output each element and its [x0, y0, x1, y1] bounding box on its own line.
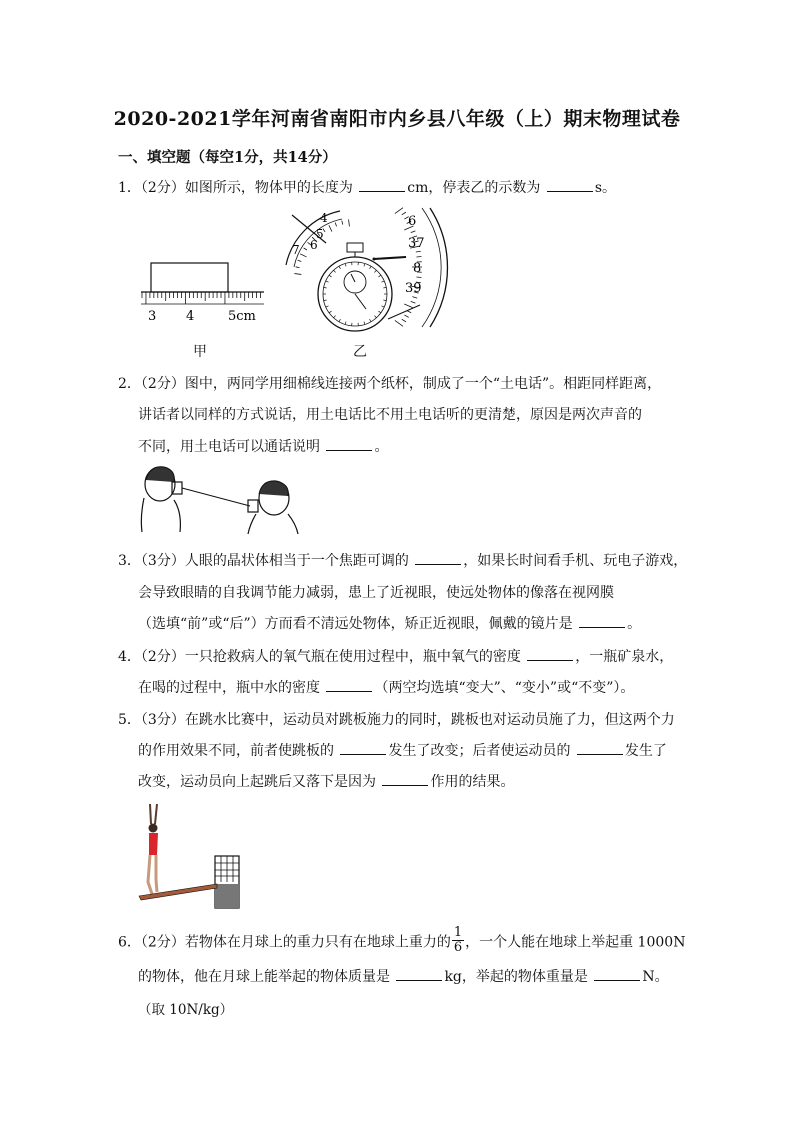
- question-5-line-2: 的作用效果不同，前者使跳板的 发生了改变；后者使运动员的 发生了: [138, 743, 667, 759]
- tick-mark: [370, 319, 372, 322]
- question-5-line-3: 改变，运动员向上起跳后又落下是因为 作用的结果。: [138, 774, 515, 790]
- dial-number: 6: [310, 238, 318, 252]
- q1-text-b: cm，停表乙的示数为: [407, 180, 545, 196]
- question-4-line-2: 在喝的过程中，瓶中水的密度 （两空均选填“变大”、“变小”或“不变”）。: [138, 680, 635, 696]
- tick-mark: [416, 256, 421, 257]
- tick-mark: [342, 221, 343, 225]
- tick-mark: [383, 300, 386, 301]
- q1-text-c: s。: [594, 180, 617, 196]
- answer-blank[interactable]: [415, 552, 461, 565]
- tick-mark: [329, 225, 332, 231]
- question-2-line-2: 讲话者以同样的方式说话，用土电话比不用土电话听的更清楚，原因是两次声音的: [138, 407, 642, 423]
- tick-mark: [329, 275, 331, 277]
- tick-mark: [378, 275, 380, 277]
- tick-mark: [326, 281, 329, 282]
- tick-mark: [404, 315, 408, 317]
- answer-blank[interactable]: [340, 742, 386, 755]
- tick-mark: [402, 319, 406, 322]
- tick-mark: [334, 316, 336, 318]
- tick-mark: [304, 248, 307, 250]
- figure-label-yi: 乙: [353, 344, 367, 360]
- tin-can-phone-figure: [138, 462, 300, 537]
- answer-blank[interactable]: [326, 438, 372, 451]
- tick-mark: [364, 322, 365, 325]
- exam-title: 2020-2021学年河南省南阳市内乡县八年级（上）期末物理试卷: [113, 108, 681, 130]
- tick-mark: [326, 306, 329, 307]
- question-4-line-1: 4．（2分）一只抢救病人的氧气瓶在使用过程中，瓶中氧气的密度 ，一瓶矿泉水，: [118, 649, 674, 665]
- question-2-line-1: 2．（2分）图中，两同学用细棉线连接两个纸杯，制成了一个“土电话”。相距同样距离，: [118, 376, 662, 392]
- tick-mark: [378, 311, 380, 313]
- question-5-line-1: 5．（3分）在跳水比赛中，运动员对跳板施力的同时，跳板也对运动员施了力，但这两个力: [118, 712, 675, 728]
- question-6-line-2: 的物体，他在月球上能举起的物体质量是 kg，举起的物体重量是 N。: [138, 969, 669, 985]
- question-1: [118, 177, 616, 197]
- tick-mark: [298, 260, 302, 261]
- tick-mark: [345, 322, 346, 325]
- dial-number: 4: [320, 211, 328, 225]
- tick-mark: [374, 316, 376, 318]
- answer-blank[interactable]: [359, 179, 405, 192]
- tick-mark: [324, 300, 327, 301]
- tick-mark: [349, 219, 350, 226]
- dial-number: 7: [292, 243, 300, 257]
- question-3-line-3: （选填“前”或“后”）方而看不清远处物体，矫正近视眼，佩戴的镜片是 。: [138, 616, 642, 632]
- ruler-label: 4: [186, 309, 195, 324]
- tick-mark: [324, 287, 327, 288]
- dial-number: 6: [408, 214, 417, 229]
- tick-mark: [416, 277, 421, 278]
- answer-blank[interactable]: [594, 968, 640, 981]
- tick-mark: [395, 320, 403, 326]
- tick-mark: [411, 231, 416, 233]
- question-3-line-2: 会导致眼睛的自我调节能力减弱，患上了近视眼，使远处物体的像落在视网膜: [138, 585, 614, 601]
- q1-text-a: 1．（2分）如图所示，物体甲的长度为: [118, 180, 358, 196]
- tick-mark: [339, 319, 341, 322]
- dial-number: 5: [316, 227, 324, 241]
- tick-mark: [395, 208, 403, 214]
- tick-mark: [416, 251, 421, 252]
- stopwatch-figure: [280, 205, 455, 335]
- tick-mark: [335, 223, 336, 227]
- tick-mark: [404, 304, 413, 308]
- fraction: $\frac{1}{6}$: [453, 925, 463, 955]
- tick-mark: [300, 254, 306, 257]
- tick-mark: [383, 287, 386, 288]
- tick-mark: [294, 274, 301, 275]
- answer-blank[interactable]: [577, 742, 623, 755]
- tick-mark: [411, 301, 416, 303]
- tick-mark: [345, 264, 346, 267]
- dial-number: 37: [408, 236, 425, 251]
- answer-blank[interactable]: [579, 615, 625, 628]
- tick-mark: [296, 267, 300, 268]
- answer-blank[interactable]: [382, 773, 428, 786]
- figure-label-jia: 甲: [193, 344, 207, 360]
- answer-blank[interactable]: [396, 968, 442, 981]
- question-2-line-3: 不同，用土电话可以通话说明 。: [138, 439, 389, 455]
- section-heading: 一、填空题（每空1分，共14分）: [118, 149, 337, 166]
- answer-blank[interactable]: [326, 679, 372, 692]
- springboard-diver-figure: [135, 800, 245, 912]
- tick-mark: [370, 266, 372, 269]
- dial-number: 39: [405, 281, 422, 296]
- tick-mark: [381, 281, 384, 282]
- tick-mark: [412, 297, 417, 299]
- ruler-label: 3: [148, 309, 157, 324]
- question-3-line-1: 3．（3分）人眼的晶状体相当于一个焦距可调的 ，如果长时间看手机、玩电子游戏，: [118, 553, 688, 569]
- block-object: [151, 263, 228, 292]
- tick-mark: [402, 212, 406, 215]
- tick-mark: [381, 306, 384, 307]
- question-6-line-1: 6．（2分）若物体在月球上的重力只有在地球上重力的 $\frac{1}{6}$ ，一个人能在地球上举起重 1000N: [118, 925, 686, 955]
- dial-number: 8: [413, 261, 422, 276]
- answer-blank[interactable]: [547, 179, 593, 192]
- answer-blank[interactable]: [527, 648, 573, 661]
- ruler-label: 5cm: [228, 309, 256, 324]
- tick-mark: [329, 311, 331, 313]
- tick-mark: [374, 270, 376, 272]
- tick-mark: [364, 264, 365, 267]
- ruler-figure: [138, 258, 270, 328]
- tick-mark: [339, 266, 341, 269]
- question-6-line-3: （取 10N/kg）: [138, 1002, 234, 1018]
- tick-mark: [334, 270, 336, 272]
